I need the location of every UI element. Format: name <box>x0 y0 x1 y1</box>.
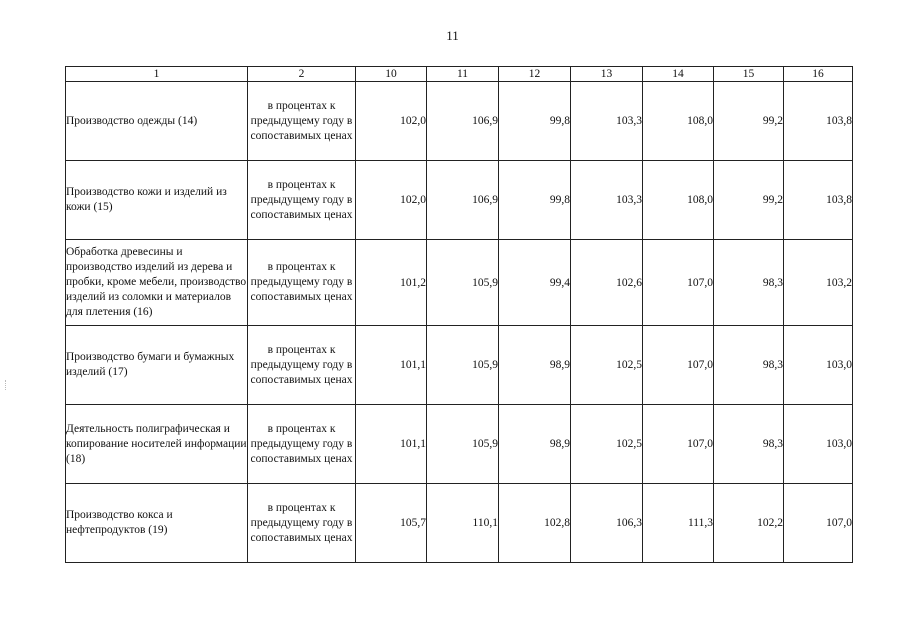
column-header: 11 <box>427 67 499 82</box>
table-row <box>66 326 853 405</box>
value-cell: 102,5 <box>571 326 643 405</box>
value-cell: 102,8 <box>499 484 571 563</box>
industry-name: Обработка древесины и производство изделий из дерева и пробки, кроме мебели, производство изделий из соломки и материалов для плетения (16) <box>66 240 248 326</box>
value-cell: 98,3 <box>714 240 784 326</box>
value-cell: 99,8 <box>499 161 571 240</box>
value-cell: 99,4 <box>499 240 571 326</box>
value-cell: 107,0 <box>784 484 853 563</box>
value-cell: 107,0 <box>643 240 714 326</box>
value-cell: 98,3 <box>714 326 784 405</box>
column-header: 10 <box>356 67 427 82</box>
value-cell: 105,7 <box>356 484 427 563</box>
column-header: 15 <box>714 67 784 82</box>
column-header: 13 <box>571 67 643 82</box>
value-cell: 102,6 <box>571 240 643 326</box>
column-header: 14 <box>643 67 714 82</box>
value-cell: 107,0 <box>643 326 714 405</box>
table-row <box>66 161 853 240</box>
value-cell: 108,0 <box>643 82 714 161</box>
industry-name: Производство одежды (14) <box>66 82 248 161</box>
page-number: 11 <box>446 28 459 43</box>
value-cell: 103,8 <box>784 161 853 240</box>
value-cell: 105,9 <box>427 405 499 484</box>
table-row <box>66 484 853 563</box>
unit-label: в процентах к предыдущему году в сопоставимых ценах <box>248 405 356 484</box>
value-cell: 98,3 <box>714 405 784 484</box>
column-header: 16 <box>784 67 853 82</box>
value-cell: 101,2 <box>356 240 427 326</box>
value-cell: 106,9 <box>427 161 499 240</box>
value-cell: 105,9 <box>427 326 499 405</box>
value-cell: 102,0 <box>356 82 427 161</box>
value-cell: 99,8 <box>499 82 571 161</box>
column-header: 2 <box>248 67 356 82</box>
value-cell: 102,0 <box>356 161 427 240</box>
unit-label: в процентах к предыдущему году в сопоставимых ценах <box>248 326 356 405</box>
margin-mark <box>5 380 7 390</box>
unit-label: в процентах к предыдущему году в сопоставимых ценах <box>248 161 356 240</box>
unit-label: в процентах к предыдущему году в сопоставимых ценах <box>248 240 356 326</box>
value-cell: 99,2 <box>714 161 784 240</box>
value-cell: 106,9 <box>427 82 499 161</box>
industry-name: Производство кожи и изделий из кожи (15) <box>66 161 248 240</box>
unit-label: в процентах к предыдущему году в сопоставимых ценах <box>248 82 356 161</box>
value-cell: 111,3 <box>643 484 714 563</box>
industry-name: Деятельность полиграфическая и копирование носителей информации (18) <box>66 405 248 484</box>
value-cell: 103,2 <box>784 240 853 326</box>
value-cell: 103,3 <box>571 82 643 161</box>
value-cell: 103,0 <box>784 405 853 484</box>
column-header: 12 <box>499 67 571 82</box>
value-cell: 107,0 <box>643 405 714 484</box>
value-cell: 101,1 <box>356 405 427 484</box>
value-cell: 103,0 <box>784 326 853 405</box>
value-cell: 101,1 <box>356 326 427 405</box>
value-cell: 103,3 <box>571 161 643 240</box>
value-cell: 98,9 <box>499 405 571 484</box>
table-row <box>66 240 853 326</box>
value-cell: 98,9 <box>499 326 571 405</box>
table-row <box>66 405 853 484</box>
unit-label: в процентах к предыдущему году в сопоставимых ценах <box>248 484 356 563</box>
value-cell: 102,2 <box>714 484 784 563</box>
value-cell: 108,0 <box>643 161 714 240</box>
industry-name: Производство кокса и нефтепродуктов (19) <box>66 484 248 563</box>
value-cell: 105,9 <box>427 240 499 326</box>
value-cell: 102,5 <box>571 405 643 484</box>
value-cell: 103,8 <box>784 82 853 161</box>
table-row <box>66 82 853 161</box>
industry-name: Производство бумаги и бумажных изделий (17) <box>66 326 248 405</box>
header-row <box>66 67 853 82</box>
value-cell: 106,3 <box>571 484 643 563</box>
data-table <box>65 66 853 563</box>
value-cell: 110,1 <box>427 484 499 563</box>
value-cell: 99,2 <box>714 82 784 161</box>
column-header: 1 <box>66 67 248 82</box>
